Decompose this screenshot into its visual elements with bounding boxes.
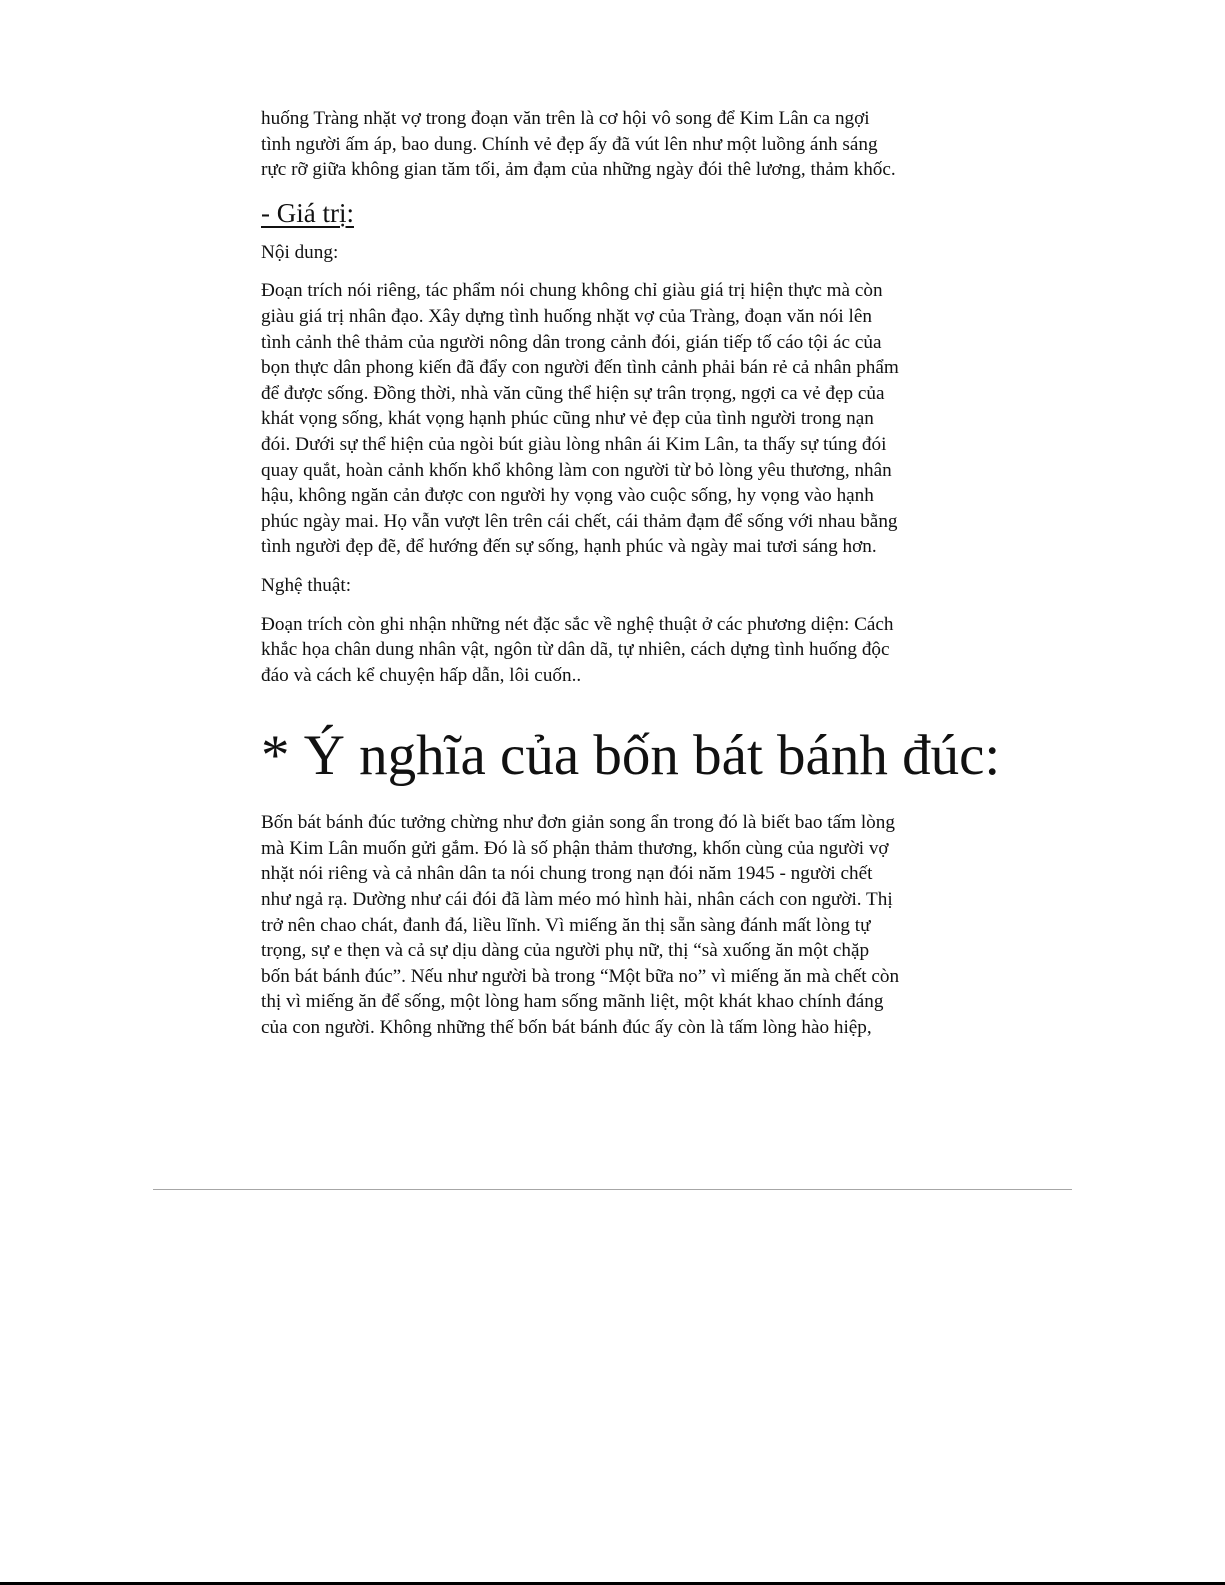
meaning-paragraph <box>261 810 961 1040</box>
intro-paragraph <box>261 106 961 183</box>
text-line: trọng, sự e thẹn và cả sự dịu dàng của người phụ nữ, thị “sà xuống ăn một chặp <box>261 940 870 962</box>
text-line: quay quắt, hoàn cảnh khốn khổ không làm con người từ bỏ lòng yêu thương, nhân <box>261 459 892 481</box>
text-line: bốn bát bánh đúc”. Nếu như người bà trong “Một bữa no” vì miếng ăn mà chết còn <box>261 965 900 987</box>
art-label: Nghệ thuật: <box>261 574 352 596</box>
text-line: khát vọng sống, khát vọng hạnh phúc cũng như vẻ đẹp của tình người trong nạn <box>261 408 874 430</box>
text-line: phúc ngày mai. Họ vẫn vượt lên trên cái chết, cái thảm đạm để sống với nhau bằng <box>261 510 898 532</box>
text-line: trở nên chao chát, đanh đá, liều lĩnh. Vì miếng ăn thị sẵn sàng đánh mất lòng tự <box>261 914 871 936</box>
meaning-heading: * Ý nghĩa của bốn bát bánh đúc: <box>261 724 1001 788</box>
text-line: hậu, không ngăn cản được con người hy vọng vào cuộc sống, hy vọng vào hạnh <box>261 485 874 507</box>
text-line: Bốn bát bánh đúc tưởng chừng như đơn giản song ẩn trong đó là biết bao tấm lòng <box>261 812 895 834</box>
content-paragraph <box>261 278 961 560</box>
text-line: của con người. Không những thế bốn bát bánh đúc ấy còn là tấm lòng hào hiệp, <box>261 1017 872 1039</box>
text-line: để được sống. Đồng thời, nhà văn cũng thể hiện sự trân trọng, ngợi ca vẻ đẹp của <box>261 382 885 404</box>
text-line: giàu giá trị nhân đạo. Xây dựng tình huống nhặt vợ của Tràng, đoạn văn nói lên <box>261 305 872 327</box>
text-line: tình cảnh thê thảm của người nông dân trong cảnh đói, gián tiếp tố cáo tội ác của <box>261 331 882 353</box>
text-line: thị vì miếng ăn để sống, một lòng ham sống mãnh liệt, một khát khao chính đáng <box>261 991 884 1013</box>
text-line: khắc họa chân dung nhân vật, ngôn từ dân dã, tự nhiên, cách dựng tình huống độc <box>261 639 890 661</box>
text-line: tình người ấm áp, bao dung. Chính vẻ đẹp ấy đã vút lên như một luồng ánh sáng <box>261 133 878 155</box>
value-heading: - Giá trị: <box>261 197 354 228</box>
document-page <box>261 106 1001 1054</box>
text-line: như ngả rạ. Dường như cái đói đã làm méo mó hình hài, nhân cách con người. Thị <box>261 889 893 911</box>
art-paragraph <box>261 612 961 689</box>
text-line: bọn thực dân phong kiến đã đẩy con người đến tình cảnh phải bán rẻ cả nhân phẩm <box>261 357 899 379</box>
text-line: nhặt nói riêng và cả nhân dân ta nói chung trong nạn đói năm 1945 - người chết <box>261 863 873 885</box>
text-line: mà Kim Lân muốn gửi gắm. Đó là số phận thảm thương, khốn cùng của người vợ <box>261 837 889 859</box>
content-label: Nội dung: <box>261 241 339 263</box>
text-line: đói. Dưới sự thể hiện của ngòi bút giàu lòng nhân ái Kim Lân, ta thấy sự túng đói <box>261 433 887 455</box>
text-line: Đoạn trích còn ghi nhận những nét đặc sắc về nghệ thuật ở các phương diện: Cách <box>261 613 894 635</box>
page-divider <box>153 1189 1072 1190</box>
text-line: huống Tràng nhặt vợ trong đoạn văn trên là cơ hội vô song để Kim Lân ca ngợi <box>261 108 870 129</box>
text-line: rực rỡ giữa không gian tăm tối, ảm đạm của những ngày đói thê lương, thảm khốc. <box>261 159 896 181</box>
text-line: đáo và cách kể chuyện hấp dẫn, lôi cuốn.. <box>261 664 582 686</box>
text-line: Đoạn trích nói riêng, tác phẩm nói chung không chỉ giàu giá trị hiện thực mà còn <box>261 280 883 302</box>
text-line: tình người đẹp đẽ, để hướng đến sự sống, hạnh phúc và ngày mai tươi sáng hơn. <box>261 536 877 558</box>
